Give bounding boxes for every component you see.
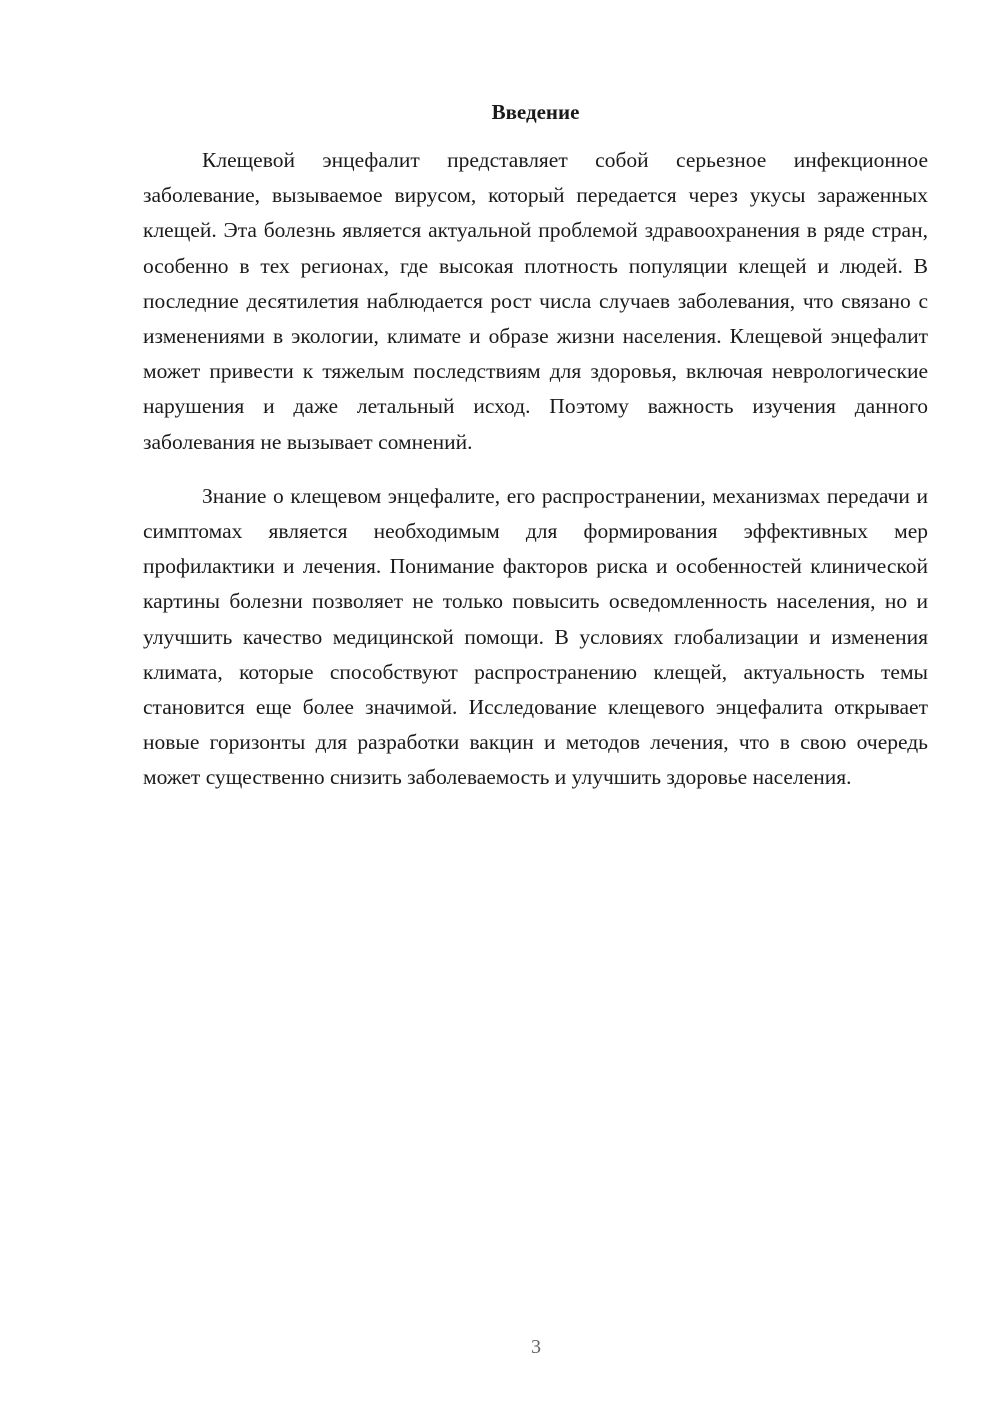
paragraph-1: Клещевой энцефалит представляет собой серьезное инфекционное заболевание, вызываемое вирусом, который передается через укусы зараженных клещей. Эта болезнь является актуальной проблемой здравоохранения в ряде стран, особенно в тех регионах, где высокая плотность популяции клещей и людей. В последние десятилетия наблюдается рост числа случаев заболевания, что связано с изменениями в экологии, климате и образе жизни населения. Клещевой энцефалит может привести к тяжелым последствиям для здоровья, включая неврологические нарушения и даже летальный исход. Поэтому важность изучения данного заболевания не вызывает сомнений. — [143, 148, 928, 454]
page-number: 3 — [531, 1336, 541, 1358]
paragraph-2: Знание о клещевом энцефалите, его распространении, механизмах передачи и симптомах является необходимым для формирования эффективных мер профилактики и лечения. Понимание факторов риска и особенностей клинической картины болезни позволяет не только повысить осведомленность населения, но и улучшить качество медицинской помощи. В условиях глобализации и изменения климата, которые способствуют распространению клещей, актуальность темы становится еще более значимой. Исследование клещевого энцефалита открывает новые горизонты для разработки вакцин и методов лечения, что в свою очередь может существенно снизить заболеваемость и улучшить здоровье населения. — [143, 483, 928, 790]
body-text — [143, 143, 928, 815]
section-heading: Введение — [491, 100, 580, 124]
